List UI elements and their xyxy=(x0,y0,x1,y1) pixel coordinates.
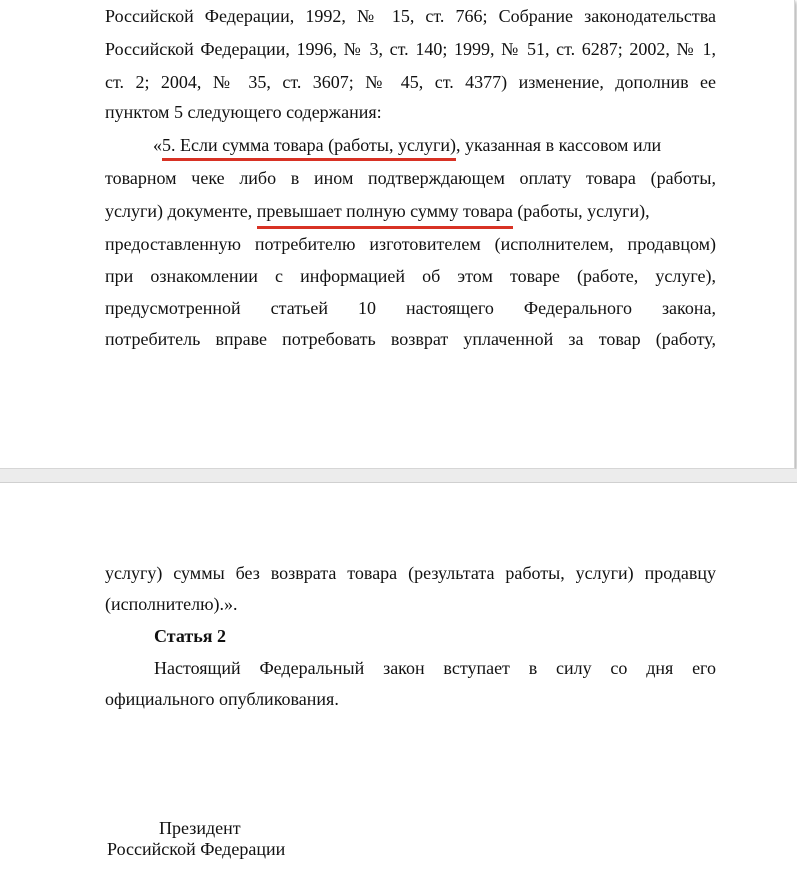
text-line: Настоящий Федеральный закон вступает в силу со дня его xyxy=(154,658,716,678)
text-line: (исполнителю).». xyxy=(105,594,238,614)
highlighted-phrase: 5. Если сумма товара (работы, услуги) xyxy=(162,135,456,161)
text-segment: «5. Если сумма товара (работы, услуги), указанная в кассовом или xyxy=(153,133,661,157)
text-line: предусмотренной статьей 10 настоящего Федерального закона, xyxy=(105,298,716,318)
highlighted-phrase: превышает полную сумму товара xyxy=(257,199,513,229)
text-line: при ознакомлении с информацией об этом товаре (работе, услуге), xyxy=(105,266,716,286)
text-line: Российской Федерации, 1996, № 3, ст. 140; 1999, № 51, ст. 6287; 2002, № 1, xyxy=(105,39,716,59)
text-line: ст. 2; 2004, № 35, ст. 3607; № 45, ст. 4377) изменение, дополнив ее xyxy=(105,72,716,92)
text-line: услугу) суммы без возврата товара (результата работы, услуги) продавцу xyxy=(105,563,716,583)
text-line: Российской Федерации, 1992, № 15, ст. 766; Собрание законодательства xyxy=(105,6,716,26)
paragraph-5-line-1 xyxy=(153,133,716,157)
text-line: предоставленную потребителю изготовителем (исполнителем, продавцом) xyxy=(105,234,716,254)
article-heading: Статья 2 xyxy=(154,626,226,646)
text-line: официального опубликования. xyxy=(105,689,339,709)
text-line: потребитель вправе потребовать возврат уплаченной за товар (работу, xyxy=(105,329,716,349)
text-line: пунктом 5 следующего содержания: xyxy=(105,102,382,122)
text-line: товарном чеке либо в ином подтверждающем оплату товара (работы, xyxy=(105,168,716,188)
paragraph-5-line-3: услуги) документе, превышает полную сумму товара (работы, услуги), xyxy=(105,199,716,229)
page-separator xyxy=(0,469,797,482)
document-page-2 xyxy=(0,482,797,884)
signature-org: Российской Федерации xyxy=(107,839,286,859)
signature-title: Президент xyxy=(159,818,241,838)
